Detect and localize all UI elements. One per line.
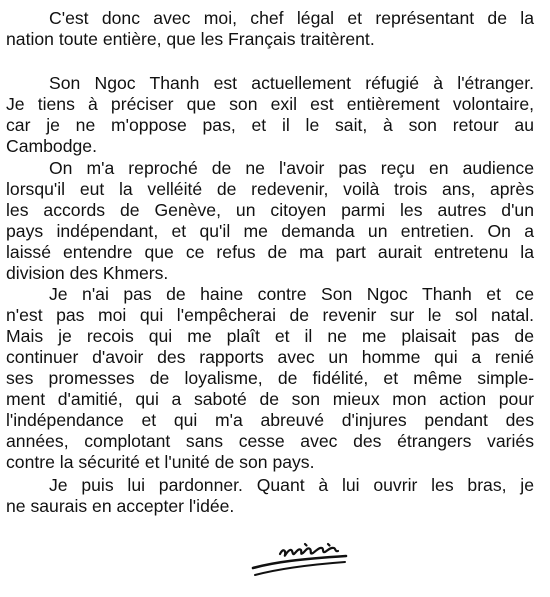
handwritten-signature-icon bbox=[250, 538, 350, 588]
text-line: pays indépendant, et qu'il me demanda un entretien. On a bbox=[6, 221, 534, 241]
text-line: laissé entendre que ce refus de ma part aurait entretenu la bbox=[6, 242, 534, 262]
paragraph-1 bbox=[6, 8, 534, 50]
text-line: division des Khmers. bbox=[6, 263, 169, 283]
text-line: Son Ngoc Thanh est actuellement réfugié à l'étranger. bbox=[49, 73, 534, 93]
text-line: continuer d'avoir des rapports avec un homme qui a renié bbox=[6, 347, 534, 367]
text-line: Je n'ai pas de haine contre Son Ngoc Thanh et ce bbox=[49, 284, 534, 304]
text-line: car je ne m'oppose pas, et il le sait, à son retour au bbox=[6, 115, 534, 135]
text-line: contre la sécurité et l'unité de son pays. bbox=[6, 452, 315, 472]
text-line: Je puis lui pardonner. Quant à lui ouvrir les bras, je bbox=[49, 475, 534, 495]
text-line: Cambodge. bbox=[6, 136, 97, 156]
text-line: On m'a reproché de ne l'avoir pas reçu en audience bbox=[49, 158, 534, 178]
paragraph-5 bbox=[6, 475, 534, 517]
text-line: ment d'amitié, qui a saboté de son mieux mon action pour bbox=[6, 389, 534, 409]
paragraph-3 bbox=[6, 158, 534, 284]
text-line: lorsqu'il eut la velléité de redevenir, voilà trois ans, après bbox=[6, 179, 534, 199]
text-line: l'indépendance et qui m'a abreuvé d'injures pendant des bbox=[6, 410, 534, 430]
text-line: n'est pas moi qui l'empêcherai de revenir sur le sol natal. bbox=[6, 305, 534, 325]
text-line: C'est donc avec moi, chef légal et représentant de la bbox=[49, 8, 534, 28]
text-line: années, complotant sans cesse avec des étrangers variés bbox=[6, 431, 534, 451]
paragraph-2 bbox=[6, 73, 534, 157]
text-line: Je tiens à préciser que son exil est entièrement volontaire, bbox=[6, 94, 534, 114]
text-line: les accords de Genève, un citoyen parmi les autres d'un bbox=[6, 200, 534, 220]
paragraph-4 bbox=[6, 284, 534, 473]
text-line: nation toute entière, que les Français traitèrent. bbox=[6, 29, 375, 49]
text-line: ne saurais en accepter l'idée. bbox=[6, 496, 235, 516]
text-line: Mais je recois qui me plaît et il ne me plaisait pas de bbox=[6, 326, 534, 346]
text-line: ses promesses de loyalisme, de fidélité, et même simple- bbox=[6, 368, 534, 388]
